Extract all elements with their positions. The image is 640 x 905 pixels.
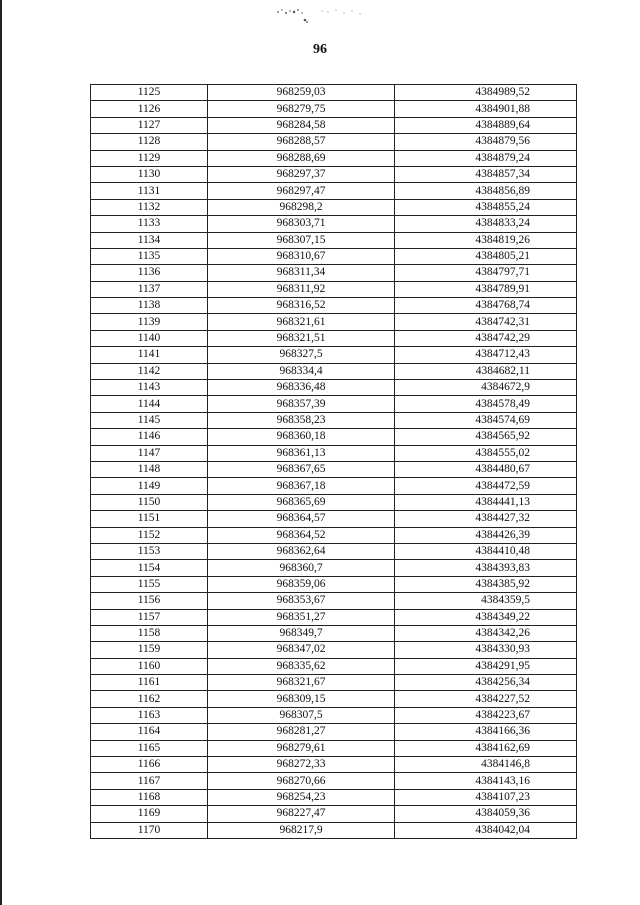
point-number-cell: 1141 — [91, 347, 208, 363]
table-row — [91, 150, 577, 166]
y-coordinate-cell: 4384879,24 — [395, 150, 577, 166]
y-coordinate-cell: 4384742,29 — [395, 330, 577, 346]
table-row — [91, 625, 577, 641]
table-row — [91, 461, 577, 477]
x-coordinate-cell: 968298,2 — [208, 199, 395, 215]
x-coordinate-cell: 968309,15 — [208, 691, 395, 707]
y-coordinate-cell: 4384672,9 — [395, 380, 577, 396]
x-coordinate-cell: 968311,92 — [208, 281, 395, 297]
y-coordinate-cell: 4384385,92 — [395, 576, 577, 592]
point-number-cell: 1158 — [91, 625, 208, 641]
x-coordinate-cell: 968284,58 — [208, 117, 395, 133]
table-row — [91, 412, 577, 428]
point-number-cell: 1144 — [91, 396, 208, 412]
y-coordinate-cell: 4384223,67 — [395, 707, 577, 723]
x-coordinate-cell: 968321,51 — [208, 330, 395, 346]
x-coordinate-cell: 968303,71 — [208, 216, 395, 232]
x-coordinate-cell: 968359,06 — [208, 576, 395, 592]
y-coordinate-cell: 4384901,88 — [395, 101, 577, 117]
point-number-cell: 1156 — [91, 593, 208, 609]
x-coordinate-cell: 968321,67 — [208, 675, 395, 691]
point-number-cell: 1160 — [91, 658, 208, 674]
y-coordinate-cell: 4384441,13 — [395, 494, 577, 510]
x-coordinate-cell: 968357,39 — [208, 396, 395, 412]
x-coordinate-cell: 968270,66 — [208, 773, 395, 789]
table-row — [91, 511, 577, 527]
y-coordinate-cell: 4384359,5 — [395, 593, 577, 609]
table-row — [91, 527, 577, 543]
y-coordinate-cell: 4384819,26 — [395, 232, 577, 248]
table-row — [91, 560, 577, 576]
table-row — [91, 298, 577, 314]
page-number: 96 — [313, 42, 327, 57]
table-row — [91, 380, 577, 396]
x-coordinate-cell: 968288,57 — [208, 134, 395, 150]
table-row — [91, 806, 577, 822]
table-row — [91, 85, 577, 101]
y-coordinate-cell: 4384059,36 — [395, 806, 577, 822]
y-coordinate-cell: 4384989,52 — [395, 85, 577, 101]
y-coordinate-cell: 4384565,92 — [395, 429, 577, 445]
x-coordinate-cell: 968349,7 — [208, 625, 395, 641]
y-coordinate-cell: 4384227,52 — [395, 691, 577, 707]
x-coordinate-cell: 968351,27 — [208, 609, 395, 625]
y-coordinate-cell: 4384146,8 — [395, 757, 577, 773]
point-number-cell: 1135 — [91, 248, 208, 264]
point-number-cell: 1130 — [91, 166, 208, 182]
point-number-cell: 1153 — [91, 543, 208, 559]
table-row — [91, 724, 577, 740]
table-row — [91, 576, 577, 592]
table-row — [91, 248, 577, 264]
scan-artifact — [258, 2, 378, 26]
table-row — [91, 658, 577, 674]
table-row — [91, 429, 577, 445]
y-coordinate-cell: 4384426,39 — [395, 527, 577, 543]
x-coordinate-cell: 968336,48 — [208, 380, 395, 396]
table-row — [91, 822, 577, 838]
point-number-cell: 1150 — [91, 494, 208, 510]
y-coordinate-cell: 4384712,43 — [395, 347, 577, 363]
y-coordinate-cell: 4384472,59 — [395, 478, 577, 494]
x-coordinate-cell: 968360,18 — [208, 429, 395, 445]
y-coordinate-cell: 4384574,69 — [395, 412, 577, 428]
x-coordinate-cell: 968365,69 — [208, 494, 395, 510]
x-coordinate-cell: 968367,18 — [208, 478, 395, 494]
table-row — [91, 117, 577, 133]
x-coordinate-cell: 968297,37 — [208, 166, 395, 182]
y-coordinate-cell: 4384342,26 — [395, 625, 577, 641]
point-number-cell: 1149 — [91, 478, 208, 494]
point-number-cell: 1167 — [91, 773, 208, 789]
point-number-cell: 1162 — [91, 691, 208, 707]
x-coordinate-cell: 968361,13 — [208, 445, 395, 461]
table-row — [91, 101, 577, 117]
y-coordinate-cell: 4384042,04 — [395, 822, 577, 838]
table-row — [91, 232, 577, 248]
y-coordinate-cell: 4384410,48 — [395, 543, 577, 559]
point-number-cell: 1145 — [91, 412, 208, 428]
table-row — [91, 330, 577, 346]
table-row — [91, 166, 577, 182]
point-number-cell: 1132 — [91, 199, 208, 215]
table-row — [91, 396, 577, 412]
point-number-cell: 1165 — [91, 740, 208, 756]
x-coordinate-cell: 968362,64 — [208, 543, 395, 559]
point-number-cell: 1127 — [91, 117, 208, 133]
table-row — [91, 642, 577, 658]
table-row — [91, 281, 577, 297]
x-coordinate-cell: 968353,67 — [208, 593, 395, 609]
y-coordinate-cell: 4384256,34 — [395, 675, 577, 691]
coordinates-table-body — [91, 85, 577, 839]
table-row — [91, 445, 577, 461]
point-number-cell: 1169 — [91, 806, 208, 822]
coordinates-table — [90, 84, 577, 839]
point-number-cell: 1157 — [91, 609, 208, 625]
table-row — [91, 134, 577, 150]
point-number-cell: 1154 — [91, 560, 208, 576]
table-row — [91, 494, 577, 510]
y-coordinate-cell: 4384107,23 — [395, 789, 577, 805]
x-coordinate-cell: 968288,69 — [208, 150, 395, 166]
table-row — [91, 609, 577, 625]
x-coordinate-cell: 968281,27 — [208, 724, 395, 740]
point-number-cell: 1129 — [91, 150, 208, 166]
table-row — [91, 707, 577, 723]
y-coordinate-cell: 4384833,24 — [395, 216, 577, 232]
table-row — [91, 314, 577, 330]
point-number-cell: 1163 — [91, 707, 208, 723]
table-row — [91, 216, 577, 232]
y-coordinate-cell: 4384291,95 — [395, 658, 577, 674]
table-row — [91, 347, 577, 363]
y-coordinate-cell: 4384166,36 — [395, 724, 577, 740]
table-row — [91, 789, 577, 805]
y-coordinate-cell: 4384682,11 — [395, 363, 577, 379]
x-coordinate-cell: 968254,23 — [208, 789, 395, 805]
table-row — [91, 675, 577, 691]
table-row — [91, 363, 577, 379]
point-number-cell: 1139 — [91, 314, 208, 330]
x-coordinate-cell: 968279,61 — [208, 740, 395, 756]
x-coordinate-cell: 968364,57 — [208, 511, 395, 527]
x-coordinate-cell: 968367,65 — [208, 461, 395, 477]
y-coordinate-cell: 4384427,32 — [395, 511, 577, 527]
x-coordinate-cell: 968217,9 — [208, 822, 395, 838]
point-number-cell: 1142 — [91, 363, 208, 379]
table-row — [91, 757, 577, 773]
table-row — [91, 691, 577, 707]
x-coordinate-cell: 968307,15 — [208, 232, 395, 248]
point-number-cell: 1125 — [91, 85, 208, 101]
table-row — [91, 773, 577, 789]
y-coordinate-cell: 4384555,02 — [395, 445, 577, 461]
x-coordinate-cell: 968327,5 — [208, 347, 395, 363]
y-coordinate-cell: 4384797,71 — [395, 265, 577, 281]
y-coordinate-cell: 4384393,83 — [395, 560, 577, 576]
table-row — [91, 740, 577, 756]
table-row — [91, 199, 577, 215]
table-row — [91, 265, 577, 281]
x-coordinate-cell: 968310,67 — [208, 248, 395, 264]
y-coordinate-cell: 4384143,16 — [395, 773, 577, 789]
point-number-cell: 1126 — [91, 101, 208, 117]
page-left-edge — [0, 0, 2, 905]
x-coordinate-cell: 968227,47 — [208, 806, 395, 822]
point-number-cell: 1151 — [91, 511, 208, 527]
y-coordinate-cell: 4384330,93 — [395, 642, 577, 658]
y-coordinate-cell: 4384768,74 — [395, 298, 577, 314]
x-coordinate-cell: 968307,5 — [208, 707, 395, 723]
point-number-cell: 1128 — [91, 134, 208, 150]
x-coordinate-cell: 968334,4 — [208, 363, 395, 379]
x-coordinate-cell: 968358,23 — [208, 412, 395, 428]
point-number-cell: 1136 — [91, 265, 208, 281]
table-row — [91, 543, 577, 559]
x-coordinate-cell: 968297,47 — [208, 183, 395, 199]
point-number-cell: 1140 — [91, 330, 208, 346]
y-coordinate-cell: 4384889,64 — [395, 117, 577, 133]
point-number-cell: 1147 — [91, 445, 208, 461]
x-coordinate-cell: 968316,52 — [208, 298, 395, 314]
point-number-cell: 1166 — [91, 757, 208, 773]
y-coordinate-cell: 4384742,31 — [395, 314, 577, 330]
y-coordinate-cell: 4384805,21 — [395, 248, 577, 264]
y-coordinate-cell: 4384349,22 — [395, 609, 577, 625]
y-coordinate-cell: 4384856,89 — [395, 183, 577, 199]
x-coordinate-cell: 968335,62 — [208, 658, 395, 674]
x-coordinate-cell: 968360,7 — [208, 560, 395, 576]
point-number-cell: 1138 — [91, 298, 208, 314]
y-coordinate-cell: 4384480,67 — [395, 461, 577, 477]
point-number-cell: 1131 — [91, 183, 208, 199]
table-row — [91, 183, 577, 199]
point-number-cell: 1164 — [91, 724, 208, 740]
point-number-cell: 1146 — [91, 429, 208, 445]
table-row — [91, 478, 577, 494]
y-coordinate-cell: 4384857,34 — [395, 166, 577, 182]
point-number-cell: 1143 — [91, 380, 208, 396]
x-coordinate-cell: 968321,61 — [208, 314, 395, 330]
y-coordinate-cell: 4384789,91 — [395, 281, 577, 297]
x-coordinate-cell: 968311,34 — [208, 265, 395, 281]
table-row — [91, 593, 577, 609]
x-coordinate-cell: 968272,33 — [208, 757, 395, 773]
point-number-cell: 1159 — [91, 642, 208, 658]
x-coordinate-cell: 968259,03 — [208, 85, 395, 101]
point-number-cell: 1137 — [91, 281, 208, 297]
point-number-cell: 1161 — [91, 675, 208, 691]
x-coordinate-cell: 968364,52 — [208, 527, 395, 543]
y-coordinate-cell: 4384578,49 — [395, 396, 577, 412]
point-number-cell: 1133 — [91, 216, 208, 232]
point-number-cell: 1148 — [91, 461, 208, 477]
point-number-cell: 1168 — [91, 789, 208, 805]
y-coordinate-cell: 4384162,69 — [395, 740, 577, 756]
point-number-cell: 1155 — [91, 576, 208, 592]
point-number-cell: 1152 — [91, 527, 208, 543]
x-coordinate-cell: 968347,02 — [208, 642, 395, 658]
point-number-cell: 1134 — [91, 232, 208, 248]
x-coordinate-cell: 968279,75 — [208, 101, 395, 117]
point-number-cell: 1170 — [91, 822, 208, 838]
y-coordinate-cell: 4384855,24 — [395, 199, 577, 215]
y-coordinate-cell: 4384879,56 — [395, 134, 577, 150]
